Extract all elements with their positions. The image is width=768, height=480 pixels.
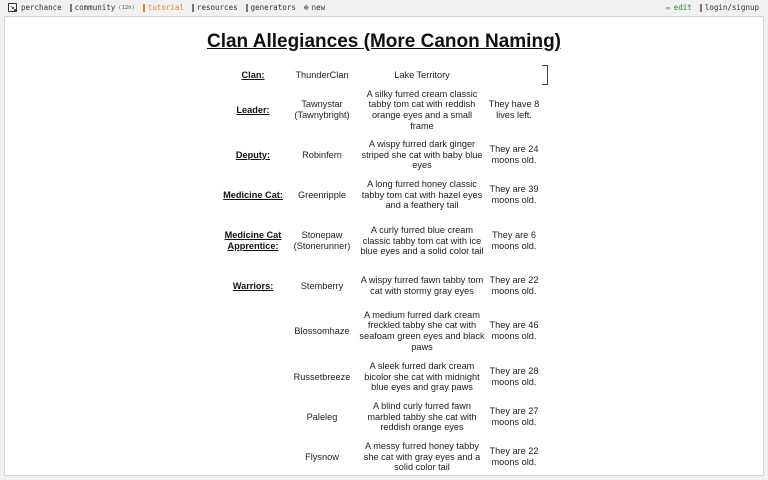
cat-name: Stonepaw (Stonerunner)	[293, 230, 351, 251]
cat-description: A sleek furred dark cream bicolor she cat with midnight blue eyes and gray paws	[364, 361, 480, 393]
row-label: Clan:	[241, 69, 265, 80]
cat-description: A wispy furred fawn tabby tom cat with stormy gray eyes	[360, 275, 484, 296]
row-label: Deputy:	[235, 149, 271, 160]
cat-name: Russetbreeze	[293, 371, 351, 382]
cat-description: A blind curly furred fawn marbled tabby she cat with reddish orange eyes	[367, 401, 477, 433]
table-row-medicine-cat-apprentice	[5, 218, 763, 264]
nav-generators-link[interactable]	[246, 3, 296, 12]
generator-output-panel	[4, 16, 764, 476]
cat-description: A messy furred honey tabby she cat with gray eyes and a solid color tail	[363, 441, 481, 473]
row-label: Medicine Cat Apprentice:	[224, 230, 282, 251]
cat-age: They are 24 moons old.	[489, 144, 539, 165]
nav-edit-label: edit	[673, 3, 692, 12]
row-label: Leader:	[236, 104, 270, 115]
pencil-icon: ✏	[665, 2, 671, 12]
nav-community-link[interactable]	[70, 3, 135, 12]
row-label	[217, 440, 289, 474]
nav-new-link[interactable]	[304, 3, 325, 12]
cat-description: A medium furred dark cream freckled tabby she cat with seafoam green eyes and black paws	[359, 309, 485, 352]
nav-login-label: login/signup	[704, 3, 759, 12]
nav-generators-label: generators	[250, 3, 296, 12]
table-row-deputy	[5, 138, 763, 172]
cat-age: They are 27 moons old.	[489, 406, 539, 427]
nav-perchance-link[interactable]	[8, 3, 62, 12]
top-nav-bar	[0, 0, 768, 16]
book-icon	[192, 4, 194, 12]
cat-description: A wispy furred dark ginger striped she cat with baby blue eyes	[361, 139, 483, 171]
cat-age: They are 22 moons old.	[489, 275, 539, 296]
cat-name: Blossomhaze	[294, 325, 350, 336]
cat-name: Stemberry	[300, 280, 344, 291]
table-row-medicine-cat	[5, 178, 763, 212]
nav-resources-link[interactable]	[192, 3, 238, 12]
row-label: Warriors:	[232, 280, 274, 291]
cat-age: They are 6 moons old.	[491, 230, 537, 251]
nav-right-group	[658, 3, 759, 12]
nav-tutorial-label: tutorial	[147, 3, 184, 12]
row-label: Medicine Cat:	[223, 189, 283, 200]
cat-description: A long furred honey classic tabby tom cat with hazel eyes and a feathery tail	[361, 179, 483, 211]
page-title: Clan Allegiances (More Canon Naming)	[206, 31, 561, 52]
user-icon	[700, 4, 702, 12]
cat-name: Robinfern	[302, 149, 342, 160]
cat-age: They are 46 moons old.	[489, 320, 539, 341]
table-bracket-mark	[542, 65, 548, 85]
cat-description: A silky furred cream classic tabby tom cat with reddish orange eyes and a small frame	[366, 88, 478, 131]
nav-login-link[interactable]	[700, 3, 759, 12]
table-row-leader	[5, 87, 763, 133]
row-label	[217, 309, 289, 353]
cat-age: They have 8 lives left.	[488, 99, 540, 120]
cat-age: They are 39 moons old.	[489, 184, 539, 205]
cat-name: Tawnystar (Tawnybright)	[294, 99, 350, 120]
table-row-warrior	[5, 400, 763, 434]
nav-community-label: community	[74, 3, 116, 12]
cat-age: They are 28 moons old.	[489, 366, 539, 387]
row-label	[217, 400, 289, 434]
chat-icon	[70, 4, 72, 12]
cat-age	[488, 65, 540, 85]
nav-perchance-label: perchance	[21, 3, 62, 12]
cat-age: They are 22 moons old.	[489, 446, 539, 467]
cat-description: A curly furred blue cream classic tabby tom cat with ice blue eyes and a solid color tail	[360, 225, 484, 257]
nav-left-group	[8, 3, 333, 12]
nav-new-label: new	[311, 3, 326, 12]
cat-name: Greenripple	[297, 189, 346, 200]
row-label	[217, 360, 289, 394]
cat-name: Paleleg	[306, 411, 338, 422]
nav-edit-link[interactable]	[666, 3, 692, 12]
nav-resources-label: resources	[196, 3, 238, 12]
book-icon	[143, 4, 145, 12]
nav-tutorial-link[interactable]	[143, 3, 184, 12]
dice-icon	[8, 3, 17, 12]
cat-description: Lake Territory	[394, 69, 450, 80]
plus-circle-icon: ⊕	[303, 2, 309, 12]
table-row-warrior	[5, 360, 763, 394]
table-row-warrior	[5, 440, 763, 474]
cat-name: ThunderClan	[295, 69, 349, 80]
table-row-clan	[5, 65, 763, 85]
table-row-warrior	[5, 309, 763, 353]
community-badge: (12h)	[118, 4, 135, 11]
cat-name: Flysnow	[305, 451, 339, 462]
table-row-warrior	[5, 269, 763, 303]
list-icon	[246, 4, 248, 12]
